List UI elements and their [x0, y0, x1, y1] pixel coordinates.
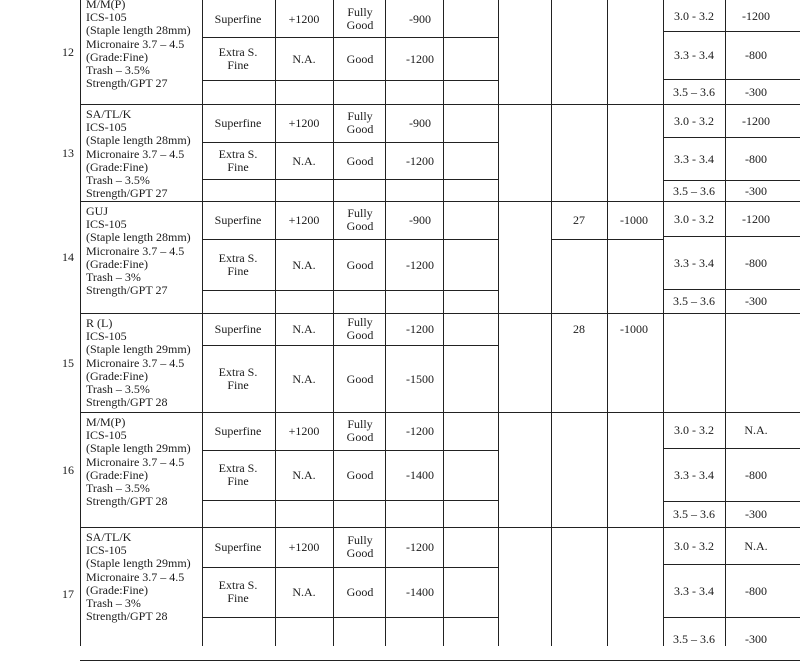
- grade-value: -1200: [406, 540, 434, 554]
- micronaire-value: -800: [745, 48, 767, 62]
- grade-class: Good: [346, 585, 374, 599]
- grade-subrow-rule: [202, 179, 498, 180]
- micronaire-range: 3.3 - 3.4: [674, 151, 714, 166]
- micronaire-value: -1200: [742, 211, 770, 226]
- grade-premium: +1200: [288, 116, 320, 130]
- grade-premium: N.A.: [292, 51, 316, 66]
- mic-subrow-rule: [663, 289, 800, 290]
- grade-value: -900: [409, 116, 431, 130]
- row-number: 17: [62, 586, 74, 601]
- grade-value: -1400: [406, 585, 434, 599]
- column-rule: [385, 0, 386, 646]
- variety-spec-line: (Staple length 28mm): [86, 23, 191, 38]
- micronaire-value: -1200: [742, 8, 770, 23]
- column-rule: [551, 0, 552, 646]
- variety-spec-line: Trash – 3.5%: [86, 63, 150, 77]
- grade-premium: N.A.: [292, 468, 316, 482]
- column-rule: [498, 0, 499, 646]
- row-rule: [80, 201, 800, 202]
- mic-subrow-rule: [663, 137, 800, 138]
- column-rule: [80, 0, 81, 646]
- variety-spec-line: (Staple length 28mm): [86, 230, 191, 245]
- variety-spec-line: (Grade:Fine): [86, 256, 148, 271]
- mic-subrow-rule: [663, 31, 800, 32]
- grade-subrow-rule: [202, 142, 498, 143]
- grade-class: Fully Good: [346, 533, 374, 560]
- grade-name: Superfine: [214, 116, 262, 130]
- row-number: 14: [62, 250, 74, 264]
- row-rule: [80, 527, 800, 528]
- variety-spec-line: Micronaire 3.7 – 4.5: [86, 243, 185, 258]
- micronaire-value: -300: [745, 183, 767, 198]
- variety-spec-line: Strength/GPT 28: [86, 494, 168, 509]
- micronaire-range: 3.0 - 3.2: [674, 538, 714, 553]
- grade-name: Extra S. Fine: [218, 578, 258, 605]
- variety-spec-line: M/M(P): [86, 0, 126, 11]
- mic-subrow-rule: [663, 564, 800, 565]
- staple-length-value: -1000: [620, 322, 648, 336]
- variety-spec-line: (Staple length 29mm): [86, 556, 191, 571]
- variety-spec-line: Trash – 3.5%: [86, 481, 150, 495]
- micronaire-range: 3.3 - 3.4: [674, 255, 714, 270]
- variety-spec-line: (Staple length 28mm): [86, 133, 191, 148]
- variety-spec-line: ICS-105: [86, 329, 127, 344]
- grade-value: -900: [409, 213, 431, 227]
- row-number: 13: [62, 145, 74, 160]
- variety-spec-line: ICS-105: [86, 428, 127, 443]
- micronaire-value: -800: [745, 583, 767, 598]
- grade-subrow-rule: [202, 37, 498, 38]
- staple-length: 27: [573, 213, 585, 227]
- variety-spec-line: Micronaire 3.7 – 4.5: [86, 569, 185, 584]
- mic-subrow-rule: [663, 236, 800, 237]
- grade-name: Superfine: [214, 540, 262, 554]
- micronaire-value: N.A.: [744, 538, 768, 553]
- grade-name: Extra S. Fine: [218, 364, 258, 392]
- grade-class: Fully Good: [346, 109, 374, 136]
- mic-subrow-rule: [663, 617, 800, 618]
- grade-name: Extra S. Fine: [218, 250, 258, 278]
- variety-spec-line: SA/TL/K: [86, 107, 132, 121]
- micronaire-value: -300: [745, 631, 767, 646]
- variety-spec-line: (Staple length 29mm): [86, 342, 191, 357]
- mic-subrow-rule: [663, 501, 800, 502]
- variety-spec-line: Micronaire 3.7 – 4.5: [86, 355, 185, 370]
- variety-spec-line: Strength/GPT 28: [86, 395, 168, 410]
- staple-length: 28: [573, 322, 585, 336]
- grade-premium: N.A.: [292, 322, 316, 336]
- grade-value: -1200: [406, 153, 434, 168]
- grade-premium: +1200: [288, 11, 320, 26]
- variety-spec-line: ICS-105: [86, 10, 127, 25]
- micronaire-range: 3.3 - 3.4: [674, 48, 714, 62]
- micronaire-value: -800: [745, 467, 767, 482]
- micronaire-range: 3.3 - 3.4: [674, 583, 714, 598]
- variety-spec-line: ICS-105: [86, 543, 127, 558]
- mic-subrow-rule: [663, 79, 800, 80]
- grade-value: -1400: [406, 468, 434, 482]
- grade-name: Extra S. Fine: [218, 44, 258, 72]
- column-rule: [607, 0, 608, 646]
- micronaire-range: 3.0 - 3.2: [674, 113, 714, 128]
- micronaire-value: -800: [745, 255, 767, 270]
- grade-subrow-rule: [202, 450, 498, 451]
- grade-value: -900: [409, 11, 431, 26]
- grade-name: Superfine: [214, 213, 262, 227]
- grade-value: -1500: [406, 371, 434, 386]
- row-rule: [80, 104, 800, 105]
- grade-value: -1200: [406, 424, 434, 438]
- micronaire-range: 3.0 - 3.2: [674, 211, 714, 226]
- micronaire-value: N.A.: [744, 423, 768, 437]
- grade-premium: N.A.: [292, 153, 316, 168]
- length-subrow-rule: [551, 239, 663, 240]
- variety-spec-line: Strength/GPT 27: [86, 283, 168, 298]
- micronaire-range: 3.5 – 3.6: [673, 507, 715, 521]
- variety-spec-line: (Staple length 29mm): [86, 441, 191, 456]
- micronaire-range: 3.0 - 3.2: [674, 423, 714, 437]
- micronaire-range: 3.5 – 3.6: [673, 631, 715, 646]
- mic-subrow-rule: [663, 448, 800, 449]
- micronaire-range: 3.5 – 3.6: [673, 294, 715, 308]
- variety-spec-line: Strength/GPT 27: [86, 186, 168, 201]
- micronaire-range: 3.5 – 3.6: [673, 183, 715, 198]
- variety-spec-line: (Grade:Fine): [86, 582, 148, 597]
- grade-class: Fully Good: [346, 417, 374, 444]
- variety-spec-line: ICS-105: [86, 120, 127, 135]
- variety-spec-line: Strength/GPT 28: [86, 609, 168, 624]
- variety-spec-line: (Grade:Fine): [86, 368, 148, 383]
- micronaire-value: -1200: [742, 113, 770, 128]
- grade-class: Good: [346, 153, 374, 168]
- variety-spec-line: R (L): [86, 316, 113, 330]
- grade-class: Fully Good: [346, 206, 374, 233]
- grade-premium: N.A.: [292, 585, 316, 599]
- grade-subrow-rule: [202, 290, 498, 291]
- micronaire-range: 3.3 - 3.4: [674, 467, 714, 482]
- micronaire-value: -300: [745, 507, 767, 521]
- grade-value: -1200: [406, 322, 434, 336]
- grade-name: Extra S. Fine: [218, 461, 258, 488]
- grade-subrow-rule: [202, 345, 498, 346]
- variety-spec-line: Micronaire 3.7 – 4.5: [86, 36, 185, 51]
- grade-subrow-rule: [202, 617, 498, 618]
- grade-subrow-rule: [202, 567, 498, 568]
- grade-premium: N.A.: [292, 257, 316, 272]
- micronaire-value: -300: [745, 84, 767, 99]
- row-number: 16: [62, 462, 74, 477]
- variety-spec-line: Trash – 3%: [86, 596, 141, 610]
- grade-premium: N.A.: [292, 371, 316, 386]
- column-rule: [333, 0, 334, 646]
- grade-name: Extra S. Fine: [218, 146, 258, 174]
- grade-subrow-rule: [202, 80, 498, 81]
- micronaire-range: 3.0 - 3.2: [674, 8, 714, 23]
- row-number: 12: [62, 45, 74, 59]
- row-rule: [80, 313, 800, 314]
- variety-spec-line: SA/TL/K: [86, 530, 132, 544]
- grade-value: -1200: [406, 51, 434, 66]
- micronaire-value: -800: [745, 151, 767, 166]
- micronaire-range: 3.5 – 3.6: [673, 84, 715, 99]
- micronaire-value: -300: [745, 294, 767, 308]
- variety-spec-line: Trash – 3%: [86, 270, 141, 284]
- variety-spec-line: (Grade:Fine): [86, 49, 148, 64]
- grade-class: Fully Good: [346, 315, 374, 342]
- grade-class: Good: [346, 257, 374, 272]
- grade-name: Superfine: [214, 322, 262, 336]
- grade-subrow-rule: [202, 500, 498, 501]
- variety-spec-line: (Grade:Fine): [86, 159, 148, 174]
- variety-spec-line: M/M(P): [86, 415, 126, 429]
- grade-premium: +1200: [288, 424, 320, 438]
- mic-subrow-rule: [663, 180, 800, 181]
- variety-spec-line: Micronaire 3.7 – 4.5: [86, 146, 185, 161]
- grade-value: -1200: [406, 257, 434, 272]
- variety-spec-line: Micronaire 3.7 – 4.5: [86, 454, 185, 469]
- grade-premium: +1200: [288, 540, 320, 554]
- grade-class: Good: [346, 371, 374, 386]
- variety-spec-line: Trash – 3.5%: [86, 173, 150, 187]
- grade-name: Superfine: [214, 11, 262, 26]
- variety-spec-line: Strength/GPT 27: [86, 76, 168, 91]
- grade-class: Fully Good: [346, 4, 374, 32]
- variety-spec-line: ICS-105: [86, 217, 127, 232]
- variety-spec-line: (Grade:Fine): [86, 467, 148, 482]
- grade-subrow-rule: [202, 239, 498, 240]
- grade-name: Superfine: [214, 424, 262, 438]
- grade-premium: +1200: [288, 213, 320, 227]
- variety-spec-line: Trash – 3.5%: [86, 382, 150, 396]
- grade-class: Good: [346, 51, 374, 66]
- variety-spec-line: GUJ: [86, 204, 109, 218]
- row-number: 15: [62, 355, 74, 370]
- row-rule: [80, 412, 800, 413]
- column-rule: [275, 0, 276, 646]
- staple-length-value: -1000: [620, 213, 648, 227]
- grade-class: Good: [346, 468, 374, 482]
